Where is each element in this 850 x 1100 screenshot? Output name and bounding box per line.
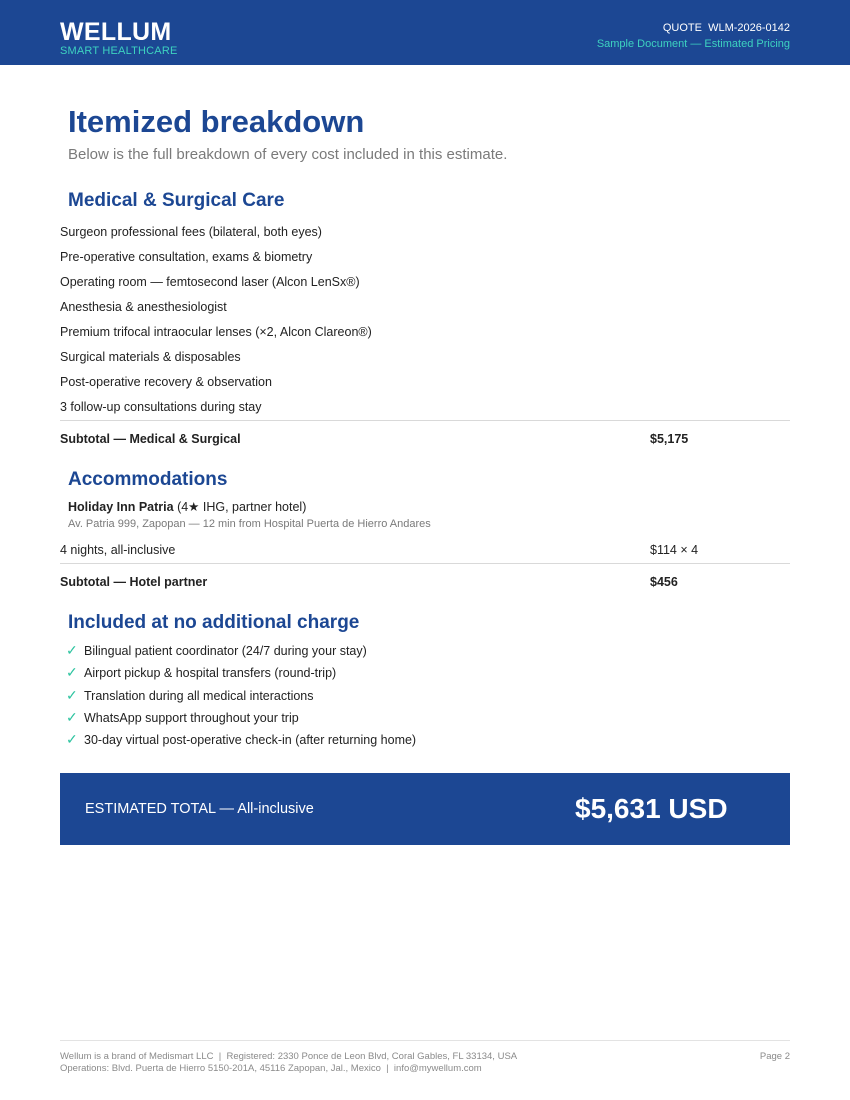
check-icon: ✓ bbox=[66, 642, 78, 658]
included-item-label: Translation during all medical interactions bbox=[84, 689, 314, 703]
included-item-label: 30-day virtual post-operative check-in (after returning home) bbox=[84, 733, 417, 747]
line-item: Anesthesia & anesthesiologist bbox=[60, 300, 227, 314]
subtotal-hotel-label: Subtotal — Hotel partner bbox=[60, 575, 208, 589]
check-icon: ✓ bbox=[66, 687, 78, 703]
line-item: Post-operative recovery & observation bbox=[60, 375, 272, 389]
hotel-nights-value: $114 × 4 bbox=[650, 543, 699, 557]
line-item: Pre-operative consultation, exams & biometry bbox=[60, 250, 313, 264]
subtotal-hotel-value: $456 bbox=[650, 575, 678, 589]
page-subtitle: Below is the full breakdown of every cost included in this estimate. bbox=[68, 146, 508, 163]
brand-tagline: SMART HEALTHCARE bbox=[60, 45, 178, 57]
section-title-medical: Medical & Surgical Care bbox=[68, 190, 285, 211]
subtotal-medical-value: $5,175 bbox=[650, 432, 689, 446]
included-item bbox=[66, 643, 367, 659]
line-item: Operating room — femtosecond laser (Alcon LenSx®) bbox=[60, 275, 360, 289]
included-item bbox=[66, 732, 416, 748]
check-icon: ✓ bbox=[66, 709, 78, 725]
brand-logo: WELLUM bbox=[60, 18, 172, 46]
page-title: Itemized breakdown bbox=[68, 104, 365, 139]
included-item-label: Airport pickup & hospital transfers (round-trip) bbox=[84, 666, 337, 680]
footer-divider bbox=[60, 1040, 790, 1041]
line-item: Surgeon professional fees (bilateral, both eyes) bbox=[60, 225, 322, 239]
hotel-address: Av. Patria 999, Zapopan — 12 min from Hospital Puerta de Hierro Andares bbox=[68, 518, 431, 530]
included-item bbox=[66, 665, 336, 681]
page-header bbox=[0, 0, 850, 65]
page-number: Page 2 bbox=[759, 1051, 790, 1062]
included-item-label: Bilingual patient coordinator (24/7 during your stay) bbox=[84, 644, 367, 658]
check-icon: ✓ bbox=[66, 664, 78, 680]
footer-legal: Wellum is a brand of Medismart LLC | Registered: 2330 Ponce de Leon Blvd, Coral Gables, FL 33134, USA bbox=[60, 1051, 518, 1062]
line-item: Premium trifocal intraocular lenses (×2, Alcon Clareon®) bbox=[60, 325, 372, 339]
hotel-name: Holiday Inn Patria bbox=[68, 500, 174, 514]
check-icon: ✓ bbox=[66, 731, 78, 747]
included-item bbox=[66, 688, 314, 704]
footer-operations: Operations: Blvd. Puerta de Hierro 5150-201A, 45116 Zapopan, Jal., Mexico | info@mywellum.com bbox=[60, 1063, 482, 1074]
estimated-total-label: ESTIMATED TOTAL — All-inclusive bbox=[85, 801, 314, 817]
included-item bbox=[66, 710, 299, 726]
line-item: Surgical materials & disposables bbox=[60, 350, 241, 364]
divider bbox=[60, 420, 790, 421]
line-item: 3 follow-up consultations during stay bbox=[60, 400, 262, 414]
sample-note: Sample Document — Estimated Pricing bbox=[596, 38, 790, 50]
section-title-accommodations: Accommodations bbox=[68, 469, 228, 490]
subtotal-medical-label: Subtotal — Medical & Surgical bbox=[60, 432, 241, 446]
quote-number: QUOTE WLM-2026-0142 bbox=[662, 22, 790, 34]
hotel-name-line bbox=[68, 500, 306, 515]
hotel-nights-label: 4 nights, all-inclusive bbox=[60, 543, 176, 557]
divider bbox=[60, 563, 790, 564]
estimated-total-value: $5,631 USD bbox=[575, 793, 728, 824]
estimated-total-box bbox=[60, 773, 790, 845]
hotel-detail: (4★ IHG, partner hotel) bbox=[173, 500, 307, 514]
section-title-included: Included at no additional charge bbox=[68, 612, 360, 633]
included-item-label: WhatsApp support throughout your trip bbox=[84, 711, 299, 725]
